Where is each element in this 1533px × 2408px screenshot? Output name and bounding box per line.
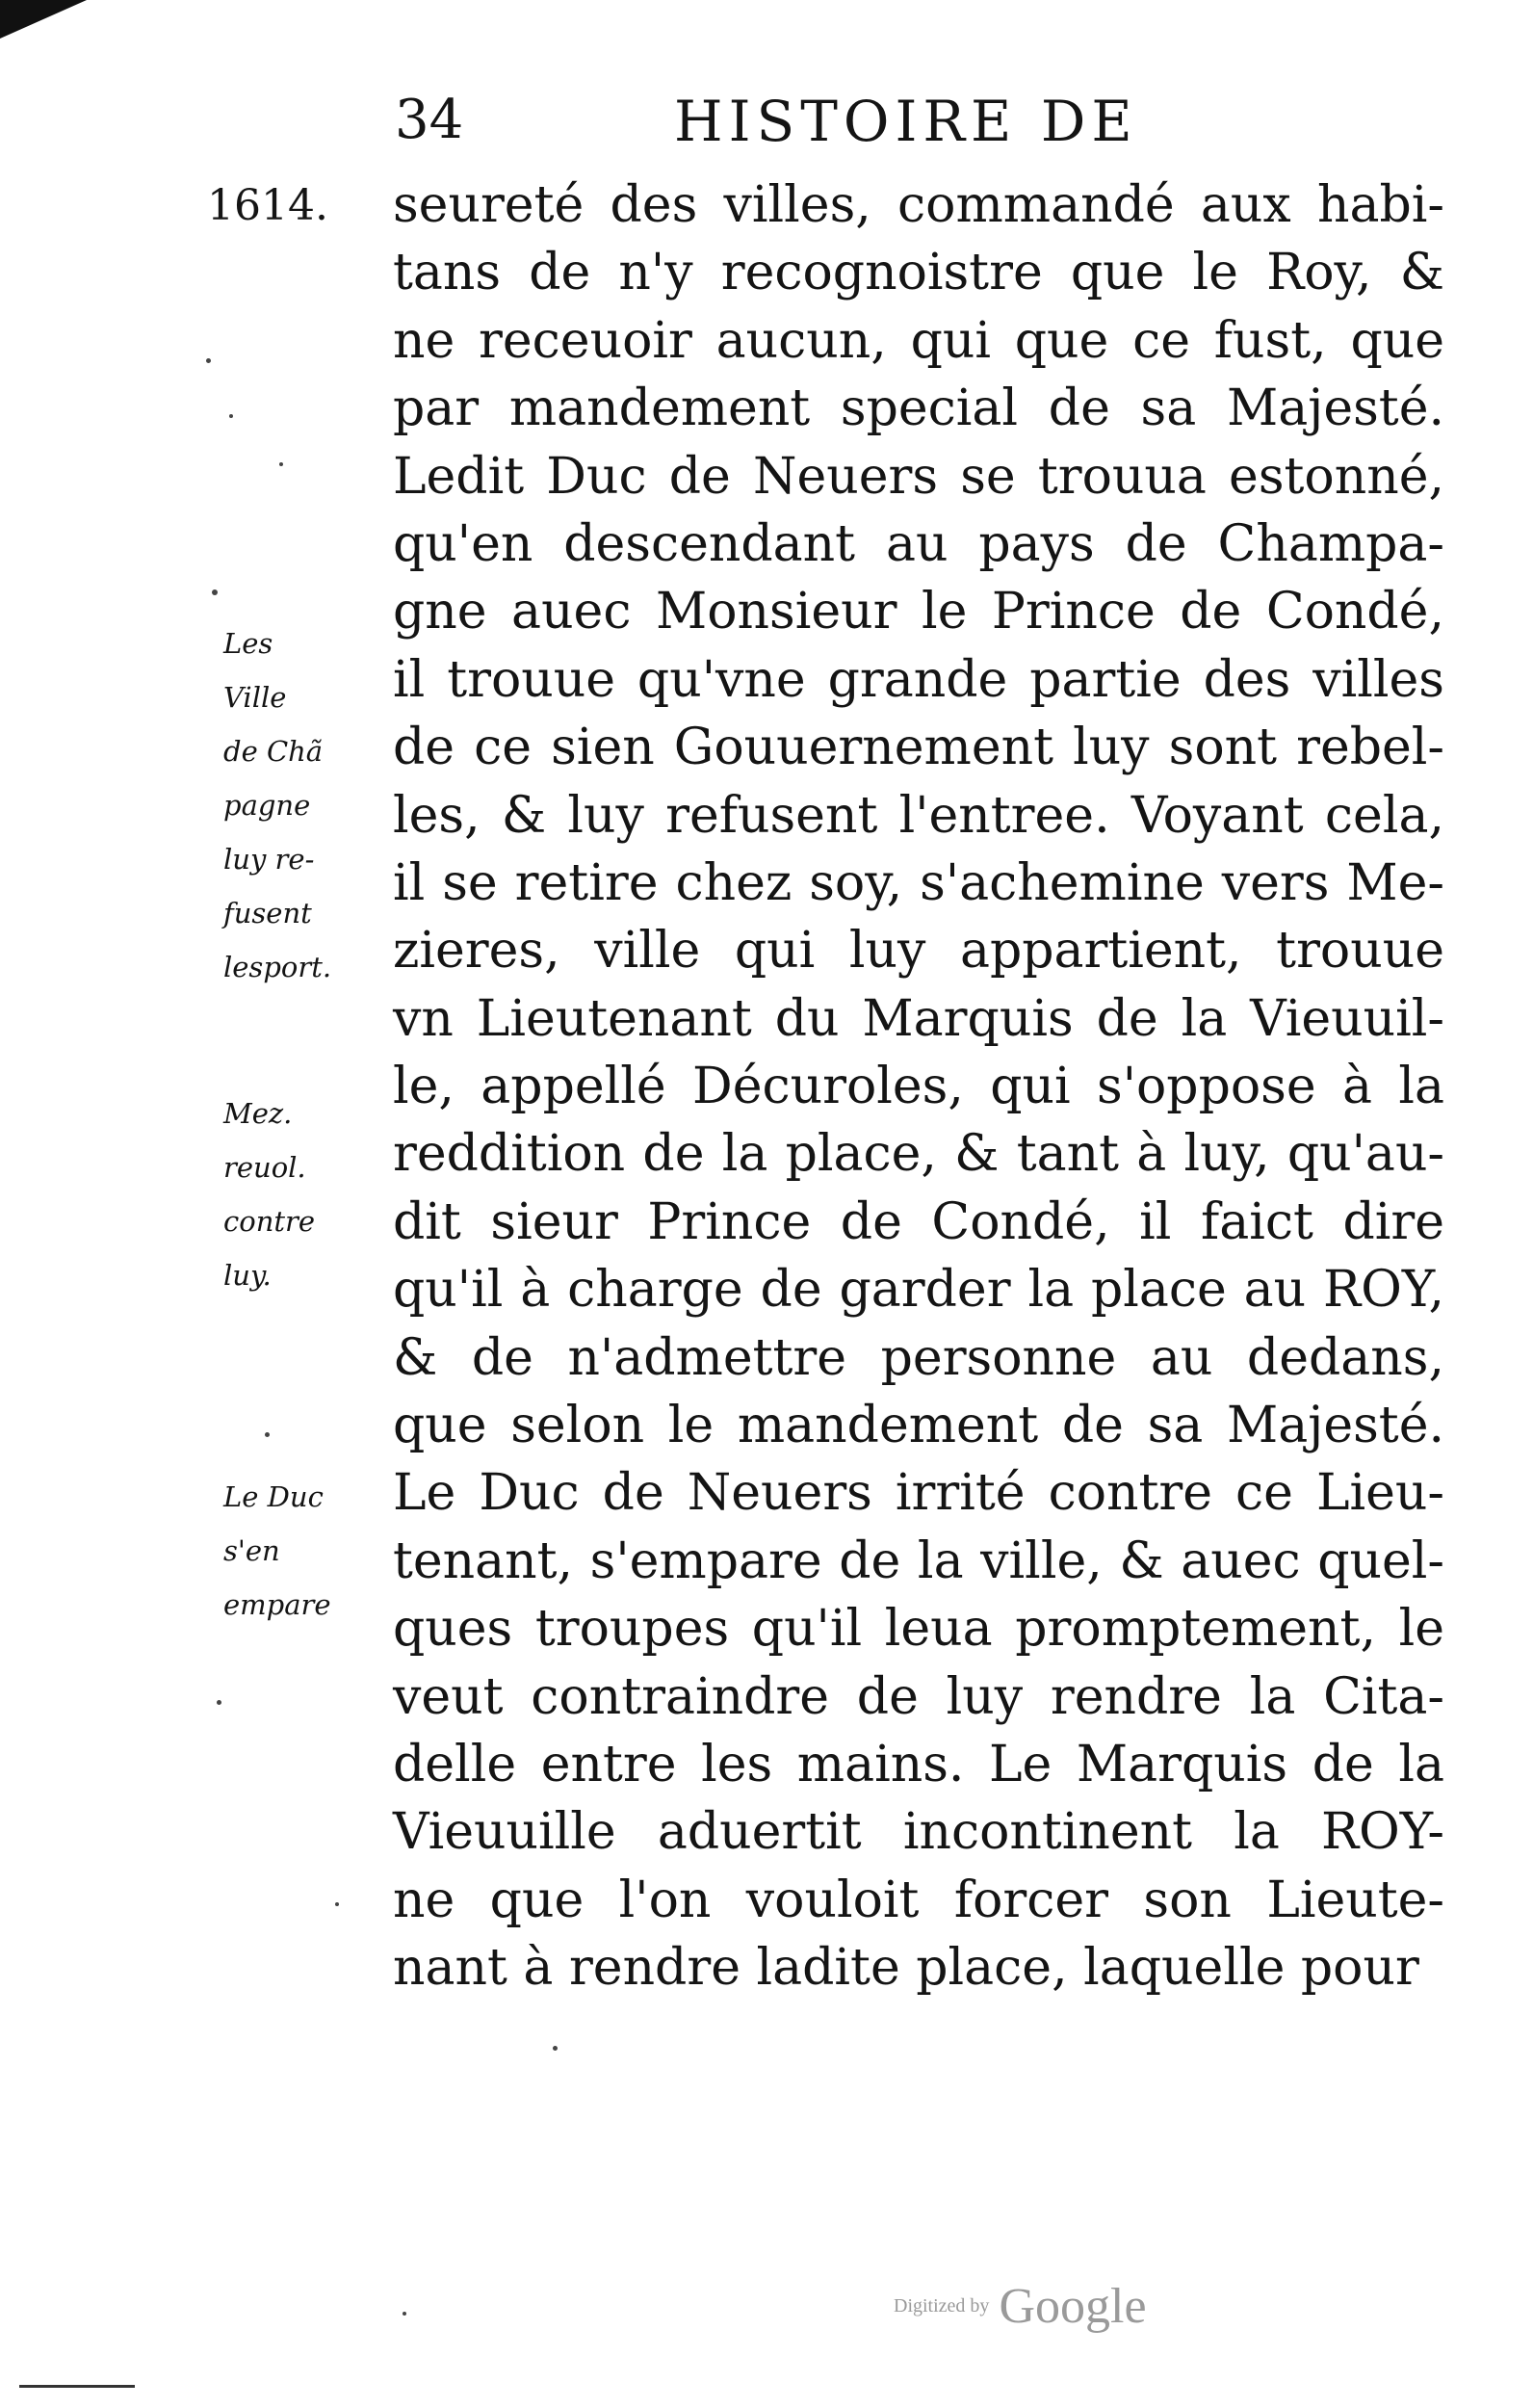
body-text	[393, 171, 1444, 2002]
margin-note-line: s'en	[223, 1534, 280, 1567]
ink-speck	[403, 2312, 406, 2316]
text-line: Le Duc de Neuers irrité contre ce Lieu-	[393, 1464, 1444, 1523]
text-line: Vieuuille aduertit incontinent la ROY-	[393, 1803, 1444, 1862]
text-line: & de n'admettre personne au dedans,	[393, 1328, 1444, 1387]
ink-speck	[265, 1432, 270, 1437]
margin-year: 1614.	[207, 181, 328, 230]
text-line: le, appellé Décuroles, qui s'oppose à la	[393, 1058, 1444, 1116]
text-line: il se retire chez soy, s'achemine vers Me-	[393, 853, 1444, 912]
page-header	[356, 89, 1444, 175]
text-line: tenant, s'empare de la ville, & auec quel-	[393, 1531, 1444, 1590]
text-line: ne receuoir aucun, qui que ce fust, que	[393, 311, 1444, 370]
text-line: veut contraindre de luy rendre la Cita-	[393, 1667, 1444, 1726]
text-line: il trouue qu'vne grande partie des villes	[393, 650, 1444, 709]
margin-note-line: empare	[223, 1588, 331, 1621]
margin-note-mezieres	[223, 1086, 368, 1302]
margin-note-line: de Chã	[223, 735, 324, 768]
text-line: tans de n'y recognoistre que le Roy, &	[393, 244, 1444, 302]
text-line: ques troupes qu'il leua promptement, le	[393, 1600, 1444, 1659]
margin-note-line: Mez.	[223, 1097, 293, 1130]
text-line: zieres, ville qui luy appartient, trouue	[393, 922, 1444, 981]
watermark-digitized-by: Digitized by	[894, 2295, 990, 2316]
margin-note-line: Le Duc	[223, 1480, 324, 1513]
text-line: qu'il à charge de garder la place au ROY,	[393, 1261, 1444, 1320]
text-line: seureté des villes, commandé aux habi-	[393, 176, 1444, 234]
margin-note-line: pagne	[223, 789, 311, 822]
ink-speck	[335, 1902, 339, 1906]
text-line: qu'en descendant au pays de Champa-	[393, 514, 1444, 573]
ink-speck	[206, 358, 211, 363]
margin-note-line: lesport.	[223, 951, 332, 983]
margin-note-line: contre	[223, 1205, 316, 1238]
watermark-google-logo: Google	[999, 2279, 1147, 2334]
margin-note-line: reuol.	[223, 1151, 306, 1184]
text-line: reddition de la place, & tant à luy, qu'au-	[393, 1125, 1444, 1184]
ink-speck	[212, 589, 218, 595]
text-line: ne que l'on vouloit forcer son Lieute-	[393, 1871, 1444, 1929]
margin-note-line: luy.	[223, 1259, 272, 1292]
margin-note-line: Les	[223, 627, 273, 660]
page-number: 34	[395, 89, 464, 151]
margin-note-duc-empare	[223, 1470, 368, 1632]
margin-note-line: fusent	[223, 897, 312, 929]
margin-note-line: luy re-	[223, 843, 315, 876]
text-line: delle entre les mains. Le Marquis de la	[393, 1735, 1444, 1793]
text-line: de ce sien Gouuernement luy sont rebel-	[393, 719, 1444, 777]
text-line: dit sieur Prince de Condé, il faict dire	[393, 1192, 1444, 1251]
text-line: que selon le mandement de sa Majesté.	[393, 1397, 1444, 1455]
text-line: les, & luy refusent l'entree. Voyant cela,	[393, 786, 1444, 845]
margin-note-villes-champagne	[223, 616, 368, 994]
watermark	[894, 2278, 1147, 2335]
text-line: nant à rendre ladite place, laquelle pour	[393, 1939, 1419, 1998]
text-line: vn Lieutenant du Marquis de la Vieuuil-	[393, 989, 1444, 1048]
ink-speck	[229, 414, 233, 418]
text-line: Ledit Duc de Neuers se trouua estonné,	[393, 447, 1444, 506]
running-title: HISTOIRE DE	[674, 89, 1138, 154]
ink-speck	[279, 462, 283, 466]
ink-speck	[217, 1700, 221, 1705]
text-line: gne auec Monsieur le Prince de Condé,	[393, 583, 1444, 641]
text-line: par mandement special de sa Majesté.	[393, 380, 1444, 438]
bottom-rule	[19, 2385, 135, 2388]
ink-speck	[553, 2046, 558, 2051]
page-corner-mark	[0, 0, 87, 39]
margin-note-line: Ville	[223, 681, 287, 714]
